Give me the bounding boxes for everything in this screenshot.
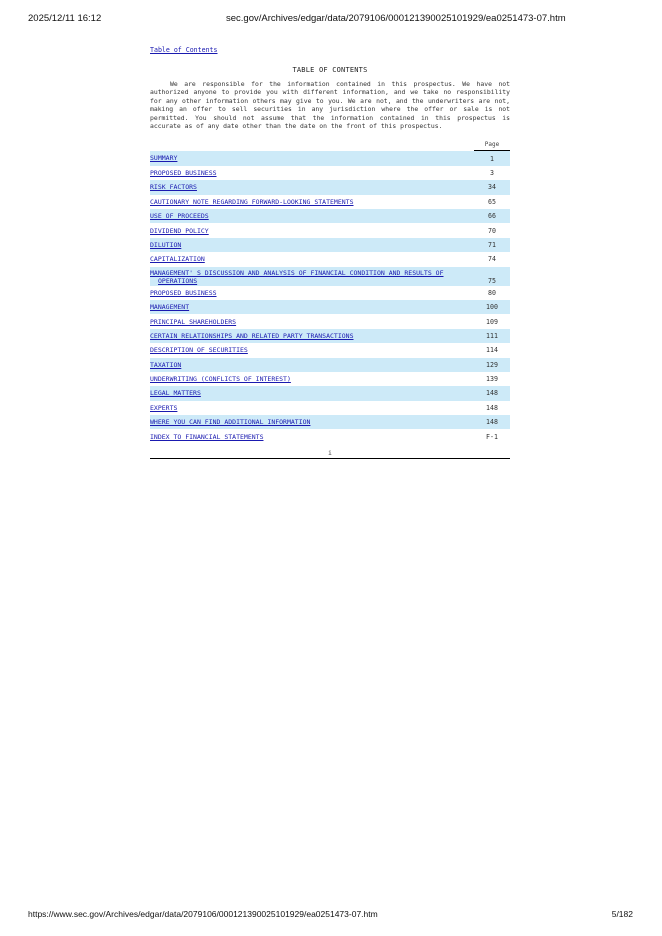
toc-row: [150, 286, 510, 300]
toc-row: [150, 180, 510, 194]
toc-entry-title: [150, 267, 474, 286]
toc-entry-page: 111: [474, 329, 510, 343]
toc-entry-title: [150, 195, 474, 209]
toc-entry-link[interactable]: RISK FACTORS: [150, 183, 197, 192]
toc-entry-link[interactable]: PRINCIPAL SHAREHOLDERS: [150, 317, 237, 326]
toc-row: [150, 209, 510, 223]
toc-row: [150, 358, 510, 372]
toc-row: [150, 372, 510, 386]
toc-entry-title: [150, 401, 474, 415]
toc-row: [150, 329, 510, 343]
toc-title-header: [150, 139, 474, 151]
toc-header-row: [150, 139, 510, 151]
toc-row: [150, 415, 510, 429]
toc-entry-title: [150, 252, 474, 266]
toc-entry-page: 74: [488, 255, 496, 264]
toc-entry-link[interactable]: DIVIDEND POLICY: [150, 226, 209, 235]
table-of-contents-link[interactable]: Table of Contents: [150, 46, 218, 54]
toc-entry-title: [150, 151, 474, 166]
toc-entry-link[interactable]: PROPOSED BUSINESS: [150, 288, 217, 297]
toc-entry-page: 148: [474, 415, 510, 429]
toc-entry-link[interactable]: USE OF PROCEEDS: [150, 212, 209, 221]
toc-entry-title: [150, 429, 474, 443]
intro-paragraph: We are responsible for the information contained in this prospectus. We have not authorized anyone to provide you with different information, and we take no responsibility for any other information others may give to you. We are not, and the underwriters are not, making an offer to sell securities in any jurisdiction where the offer or sale is not permitted. You should not assume that the information contained in this prospectus is accurate as of any date other than the date on the front of this prospectus.: [150, 80, 510, 131]
toc-entry-link[interactable]: CAUTIONARY NOTE REGARDING FORWARD-LOOKING STATEMENTS: [150, 197, 354, 206]
toc-entry-title: [150, 343, 474, 357]
toc-entry-page: 75: [474, 267, 510, 286]
toc-entry-page: 66: [474, 209, 510, 223]
toc-entry-title: [150, 209, 474, 223]
toc-row: [150, 314, 510, 328]
toc-entry-link[interactable]: TAXATION: [150, 360, 182, 369]
toc-entry-page: 71: [474, 238, 510, 252]
toc-entry-link[interactable]: WHERE YOU CAN FIND ADDITIONAL INFORMATION: [150, 418, 311, 427]
toc-entry-link[interactable]: CERTAIN RELATIONSHIPS AND RELATED PARTY TRANSACTIONS: [150, 331, 354, 340]
toc-entry-page: 65: [488, 197, 496, 206]
toc-entry-link[interactable]: INDEX TO FINANCIAL STATEMENTS: [150, 432, 264, 441]
print-url: sec.gov/Archives/edgar/data/2079106/000121390025101929/ea0251473-07.htm: [226, 13, 566, 24]
toc-entry-title: [150, 314, 474, 328]
toc-row: [150, 429, 510, 443]
toc-entry-link[interactable]: DILUTION: [150, 240, 182, 249]
footer-page-indicator: 5/182: [611, 909, 633, 919]
toc-row: [150, 151, 510, 166]
toc-row: [150, 252, 510, 266]
print-datetime: 2025/12/11 16:12: [28, 13, 102, 24]
toc-row: [150, 267, 510, 286]
toc-entry-title: [150, 180, 474, 194]
toc-entry-title: [150, 372, 474, 386]
toc-row: [150, 238, 510, 252]
toc-entry-page: 114: [486, 346, 498, 355]
toc-entry-title: [150, 386, 474, 400]
toc-entry-page: 148: [474, 386, 510, 400]
page-number: i: [328, 448, 332, 457]
bottom-divider: [150, 458, 510, 459]
toc-body: [150, 151, 510, 444]
page-column-header: Page: [474, 139, 510, 151]
toc-entry-link[interactable]: DESCRIPTION OF SECURITIES: [150, 346, 248, 355]
toc-entry-link[interactable]: MANAGEMENT: [150, 303, 190, 312]
toc-entry-page: 34: [474, 180, 510, 194]
toc-entry-page: 100: [474, 300, 510, 314]
toc-row: [150, 386, 510, 400]
toc-row: [150, 300, 510, 314]
toc-entry-link[interactable]: MANAGEMENT' S DISCUSSION AND ANALYSIS OF FINANCIAL CONDITION AND RESULTS OF: [150, 268, 444, 277]
toc-table: [150, 139, 510, 443]
toc-entry-link[interactable]: PROPOSED BUSINESS: [150, 169, 217, 178]
toc-row: [150, 166, 510, 180]
toc-entry-page: 109: [486, 317, 498, 326]
toc-entry-page: 70: [488, 226, 496, 235]
toc-entry-link[interactable]: EXPERTS: [150, 403, 178, 412]
toc-entry-title: [150, 329, 474, 343]
toc-entry-title: [150, 238, 474, 252]
footer-url: https://www.sec.gov/Archives/edgar/data/2079106/000121390025101929/ea0251473-07.htm: [28, 909, 378, 919]
toc-row: [150, 195, 510, 209]
toc-entry-page: 129: [474, 358, 510, 372]
toc-row: [150, 343, 510, 357]
toc-row: [150, 223, 510, 237]
toc-row: [150, 401, 510, 415]
toc-entry-page: 148: [486, 403, 498, 412]
toc-entry-link[interactable]: LEGAL MATTERS: [150, 389, 201, 398]
toc-entry-link[interactable]: UNDERWRITING (CONFLICTS OF INTEREST): [150, 375, 291, 384]
document-page: [150, 37, 510, 459]
toc-entry-link[interactable]: CAPITALIZATION: [150, 255, 205, 264]
toc-entry-title: [150, 166, 474, 180]
toc-entry-title: [150, 300, 474, 314]
toc-entry-page: 80: [488, 288, 496, 297]
toc-entry-page: F-1: [486, 432, 498, 441]
toc-entry-page: 1: [474, 151, 510, 166]
toc-entry-link[interactable]: SUMMARY: [150, 154, 178, 163]
toc-entry-title: [150, 358, 474, 372]
toc-entry-title: [150, 286, 474, 300]
toc-entry-link-continued[interactable]: OPERATIONS: [158, 276, 198, 285]
toc-entry-page: 3: [490, 169, 494, 178]
toc-entry-title: [150, 415, 474, 429]
toc-entry-page: 139: [486, 375, 498, 384]
toc-entry-title: [150, 223, 474, 237]
page-title: TABLE OF CONTENTS: [292, 66, 368, 74]
